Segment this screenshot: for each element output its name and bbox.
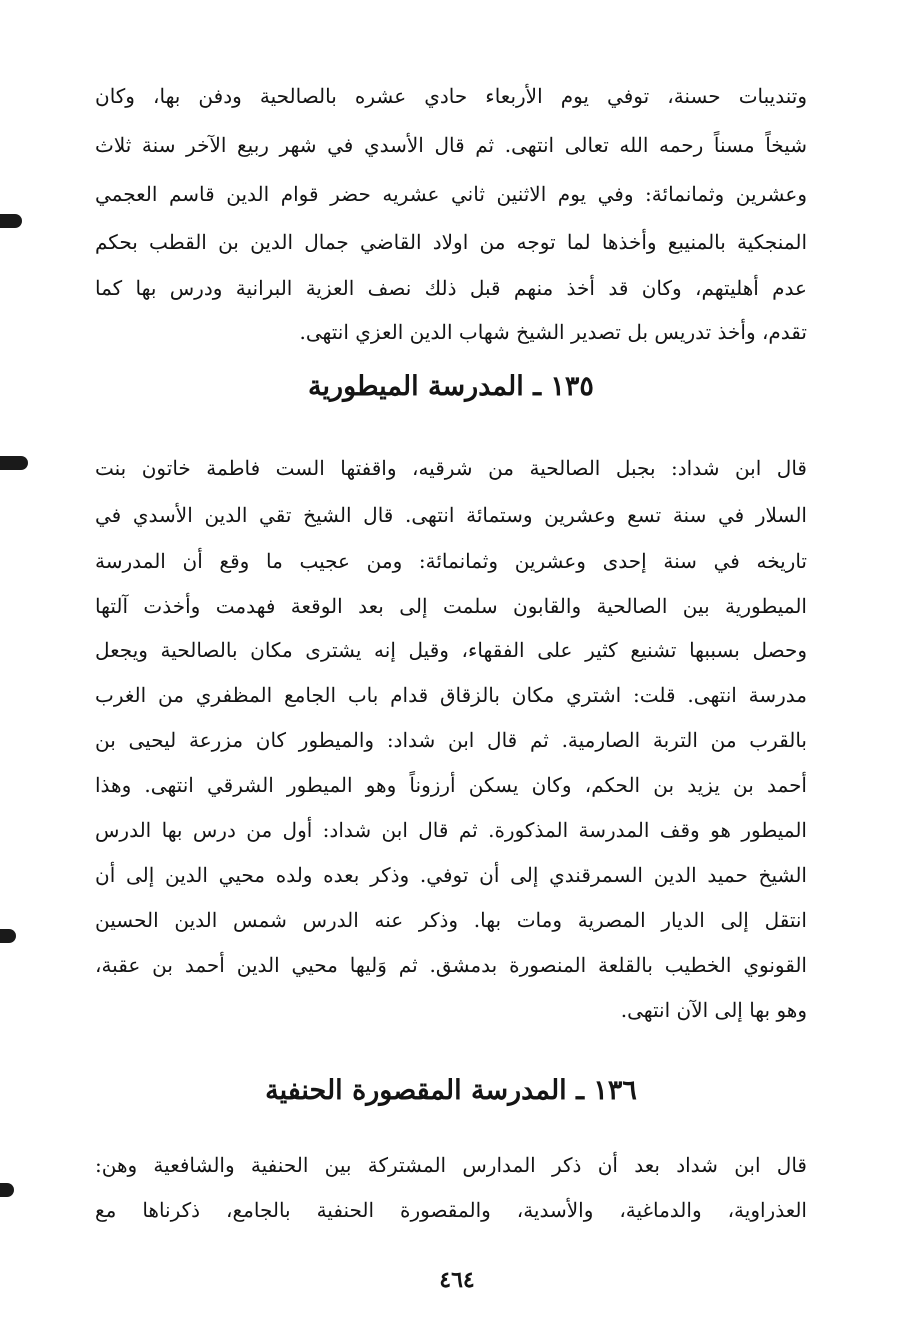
intro-line-5: عدم أهليتهم، وكان قد أخذ منهم قبل ذلك نصف العزية البرانية ودرس بها كما: [95, 276, 807, 300]
section-135-line-13: وهو بها إلى الآن انتهى.: [620, 998, 807, 1022]
section-136-heading: ١٣٦ ـ المدرسة المقصورة الحنفية: [265, 1075, 637, 1106]
intro-line-6: تقدم، وأخذ تدريس بل تصدير الشيخ شهاب الدين العزي انتهى.: [299, 320, 807, 344]
section-135-line-12: القونوي الخطيب بالقلعة المنصورة بدمشق. ثم وَليها محيي الدين أحمد بن عقبة،: [95, 953, 807, 977]
section-136-line-1: قال ابن شداد بعد أن ذكر المدارس المشتركة بين الحنفية والشافعية وهن:: [95, 1153, 807, 1177]
margin-mark: [0, 929, 16, 943]
section-135-line-7: بالقرب من التربة الصارمية. ثم قال ابن شداد: والميطور كان مزرعة ليحيى بن: [95, 728, 807, 752]
section-136-line-2: العذراوية، والدماغية، والأسدية، والمقصورة الحنفية بالجامع، ذكرناها مع: [95, 1198, 807, 1222]
section-135-line-9: الميطور هو وقف المدرسة المذكورة. ثم قال ابن شداد: أول من درس بها الدرس: [95, 818, 807, 842]
section-135-line-5: وحصل بسببها تشنيع كثير على الفقهاء، وقيل إنه يشترى مكان بالصالحية ويجعل: [95, 638, 807, 662]
section-135-heading: ١٣٥ ـ المدرسة الميطورية: [308, 371, 594, 402]
section-135-line-1: قال ابن شداد: بجبل الصالحية من شرقيه، واقفتها الست فاطمة خاتون بنت: [95, 456, 807, 480]
section-135-line-3: تاريخه في سنة إحدى وعشرين وثمانمائة: ومن عجيب ما وقع أن المدرسة: [95, 549, 807, 573]
section-135-line-4: الميطورية بين الصالحية والقابون سلمت إلى بعد الوقعة فهدمت وأخذت آلتها: [95, 594, 807, 618]
section-135-line-2: السلار في سنة تسع وعشرين وستمائة انتهى. قال الشيخ تقي الدين الأسدي في: [95, 503, 807, 527]
intro-line-2: شيخاً مسناً رحمه الله تعالى انتهى. ثم قال الأسدي في شهر ربيع الآخر سنة ثلاث: [95, 133, 807, 157]
margin-mark: [0, 456, 28, 470]
intro-line-3: وعشرين وثمانمائة: وفي يوم الاثنين ثاني عشريه حضر قوام الدين قاسم العجمي: [95, 182, 807, 206]
intro-line-4: المنجكية بالمنيبع وأخذها لما توجه من اولاد القاضي جمال الدين بن القطب بحكم: [95, 230, 807, 254]
intro-line-1: وتنديبات حسنة، توفي يوم الأربعاء حادي عشره بالصالحية ودفن بها، وكان: [95, 84, 807, 108]
section-135-line-6: مدرسة انتهى. قلت: اشتري مكان بالزقاق قدام باب الجامع المظفري من الغرب: [95, 683, 807, 707]
margin-mark: [0, 1183, 14, 1197]
section-135-line-10: الشيخ حميد الدين السمرقندي إلى أن توفي. وذكر بعده ولده محيي الدين إلى أن: [95, 863, 807, 887]
section-135-line-11: انتقل إلى الديار المصرية ومات بها. وذكر عنه الدرس شمس الدين الحسين: [95, 908, 807, 932]
section-135-line-8: أحمد بن يزيد بن الحكم، وكان يسكن أرزوناً وهو الميطور الشرقي انتهى. وهذا: [95, 773, 807, 797]
margin-mark: [0, 214, 22, 228]
page-number: ٤٦٤: [439, 1267, 475, 1293]
